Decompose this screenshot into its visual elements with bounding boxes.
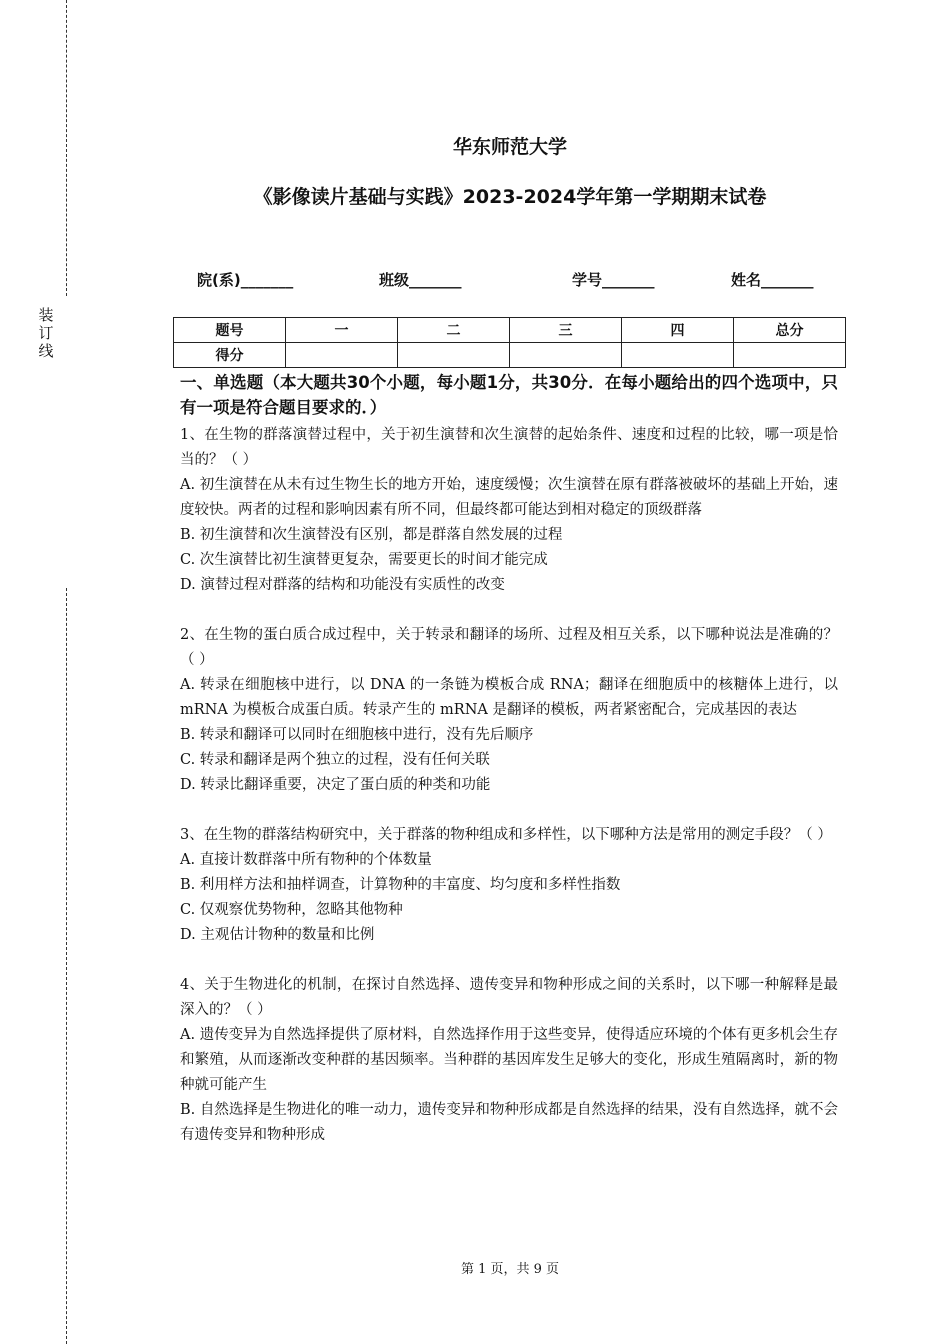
score-table-score-row <box>174 343 846 368</box>
question <box>180 423 838 598</box>
option-c: C. 次生演替比初生演替更复杂，需要更长的时间才能完成 <box>180 552 548 568</box>
option-d: D. 主观估计物种的数量和比例 <box>180 927 375 943</box>
option-a: A. 初生演替在从未有过生物生长的地方开始，速度缓慢；次生演替在原有群落被破坏的基础上开始，速度较快。两者的过程和影响因素有所不同，但最终都可能达到相对稳定的顶级群落 <box>180 477 838 518</box>
option-b: B. 利用样方法和抽样调查，计算物种的丰富度、均匀度和多样性指数 <box>180 877 621 893</box>
score-table <box>173 317 846 368</box>
option-b: B. 转录和翻译可以同时在细胞核中进行，没有先后顺序 <box>180 727 534 743</box>
section-title: 一、单选题（本大题共30个小题，每小题1分，共30分．在每小题给出的四个选项中，只有一项是符合题目要求的．） <box>180 373 838 417</box>
question-stem: 1、在生物的群落演替过程中，关于初生演替和次生演替的起始条件、速度和过程的比较，哪一项是恰当的？（ ） <box>180 427 838 468</box>
question <box>180 823 838 948</box>
option-d: D. 转录比翻译重要，决定了蛋白质的种类和功能 <box>180 777 491 793</box>
option-b: B. 初生演替和次生演替没有区别，都是群落自然发展的过程 <box>180 527 563 543</box>
score-cell <box>286 343 398 368</box>
binding-line-bottom <box>66 588 67 1344</box>
score-table-cell: 三 <box>510 318 622 343</box>
score-table-cell: 一 <box>286 318 398 343</box>
student-info-row <box>0 269 950 291</box>
question-stem: 3、在生物的群落结构研究中，关于群落的物种组成和多样性，以下哪种方法是常用的测定手段？（ ） <box>180 827 832 843</box>
option-c: C. 仅观察优势物种，忽略其他物种 <box>180 902 403 918</box>
binding-char: 线 <box>38 342 54 360</box>
score-cell <box>622 343 734 368</box>
name-field: 姓名_______ <box>731 271 814 289</box>
score-table-cell: 总分 <box>734 318 846 343</box>
score-cell <box>398 343 510 368</box>
binding-char: 装 <box>38 306 54 324</box>
page-number: 第 1 页，共 9 页 <box>460 1262 560 1277</box>
option-a: A. 遗传变异为自然选择提供了原材料，自然选择作用于这些变异，使得适应环境的个体有更多机会生存和繁殖，从而逐渐改变种群的基因频率。当种群的基因库发生足够大的变化，形成生殖隔离时，新的物种就可能产生 <box>180 1027 838 1093</box>
score-table-header-row <box>174 318 846 343</box>
question-stem: 2、在生物的蛋白质合成过程中，关于转录和翻译的场所、过程及相互关系，以下哪种说法是准确的？（ ） <box>180 627 838 668</box>
question-stem: 4、关于生物进化的机制，在探讨自然选择、遗传变异和物种形成之间的关系时，以下哪一种解释是最深入的？（ ） <box>180 977 838 1018</box>
score-cell <box>734 343 846 368</box>
department-field: 院(系)_______ <box>197 271 294 289</box>
exam-content <box>180 370 838 1148</box>
class-field: 班级_______ <box>379 271 462 289</box>
score-cell <box>510 343 622 368</box>
option-b: B. 自然选择是生物进化的唯一动力，遗传变异和物种形成都是自然选择的结果，没有自然选择，就不会有遗传变异和物种形成 <box>180 1102 838 1143</box>
option-a: A. 转录在细胞核中进行，以 DNA 的一条链为模板合成 RNA；翻译在细胞质中的核糖体上进行，以 mRNA 为模板合成蛋白质。转录产生的 mRNA 是翻译的模板，两者紧密配合，完成基因的表达 <box>180 677 838 718</box>
question <box>180 623 838 798</box>
option-c: C. 转录和翻译是两个独立的过程，没有任何关联 <box>180 752 490 768</box>
score-table-cell: 二 <box>398 318 510 343</box>
school-name: 华东师范大学 <box>452 136 567 158</box>
score-table-cell: 题号 <box>174 318 286 343</box>
option-d: D. 演替过程对群落的结构和功能没有实质性的改变 <box>180 577 505 593</box>
binding-label <box>38 306 54 360</box>
binding-char: 订 <box>38 324 54 342</box>
student-id-field: 学号_______ <box>572 271 655 289</box>
score-table-cell: 得分 <box>174 343 286 368</box>
question <box>180 973 838 1148</box>
exam-title: 《影像读片基础与实践》2023-2024学年第一学期期末试卷 <box>253 186 767 208</box>
score-table-cell: 四 <box>622 318 734 343</box>
option-a: A. 直接计数群落中所有物种的个体数量 <box>180 852 432 868</box>
